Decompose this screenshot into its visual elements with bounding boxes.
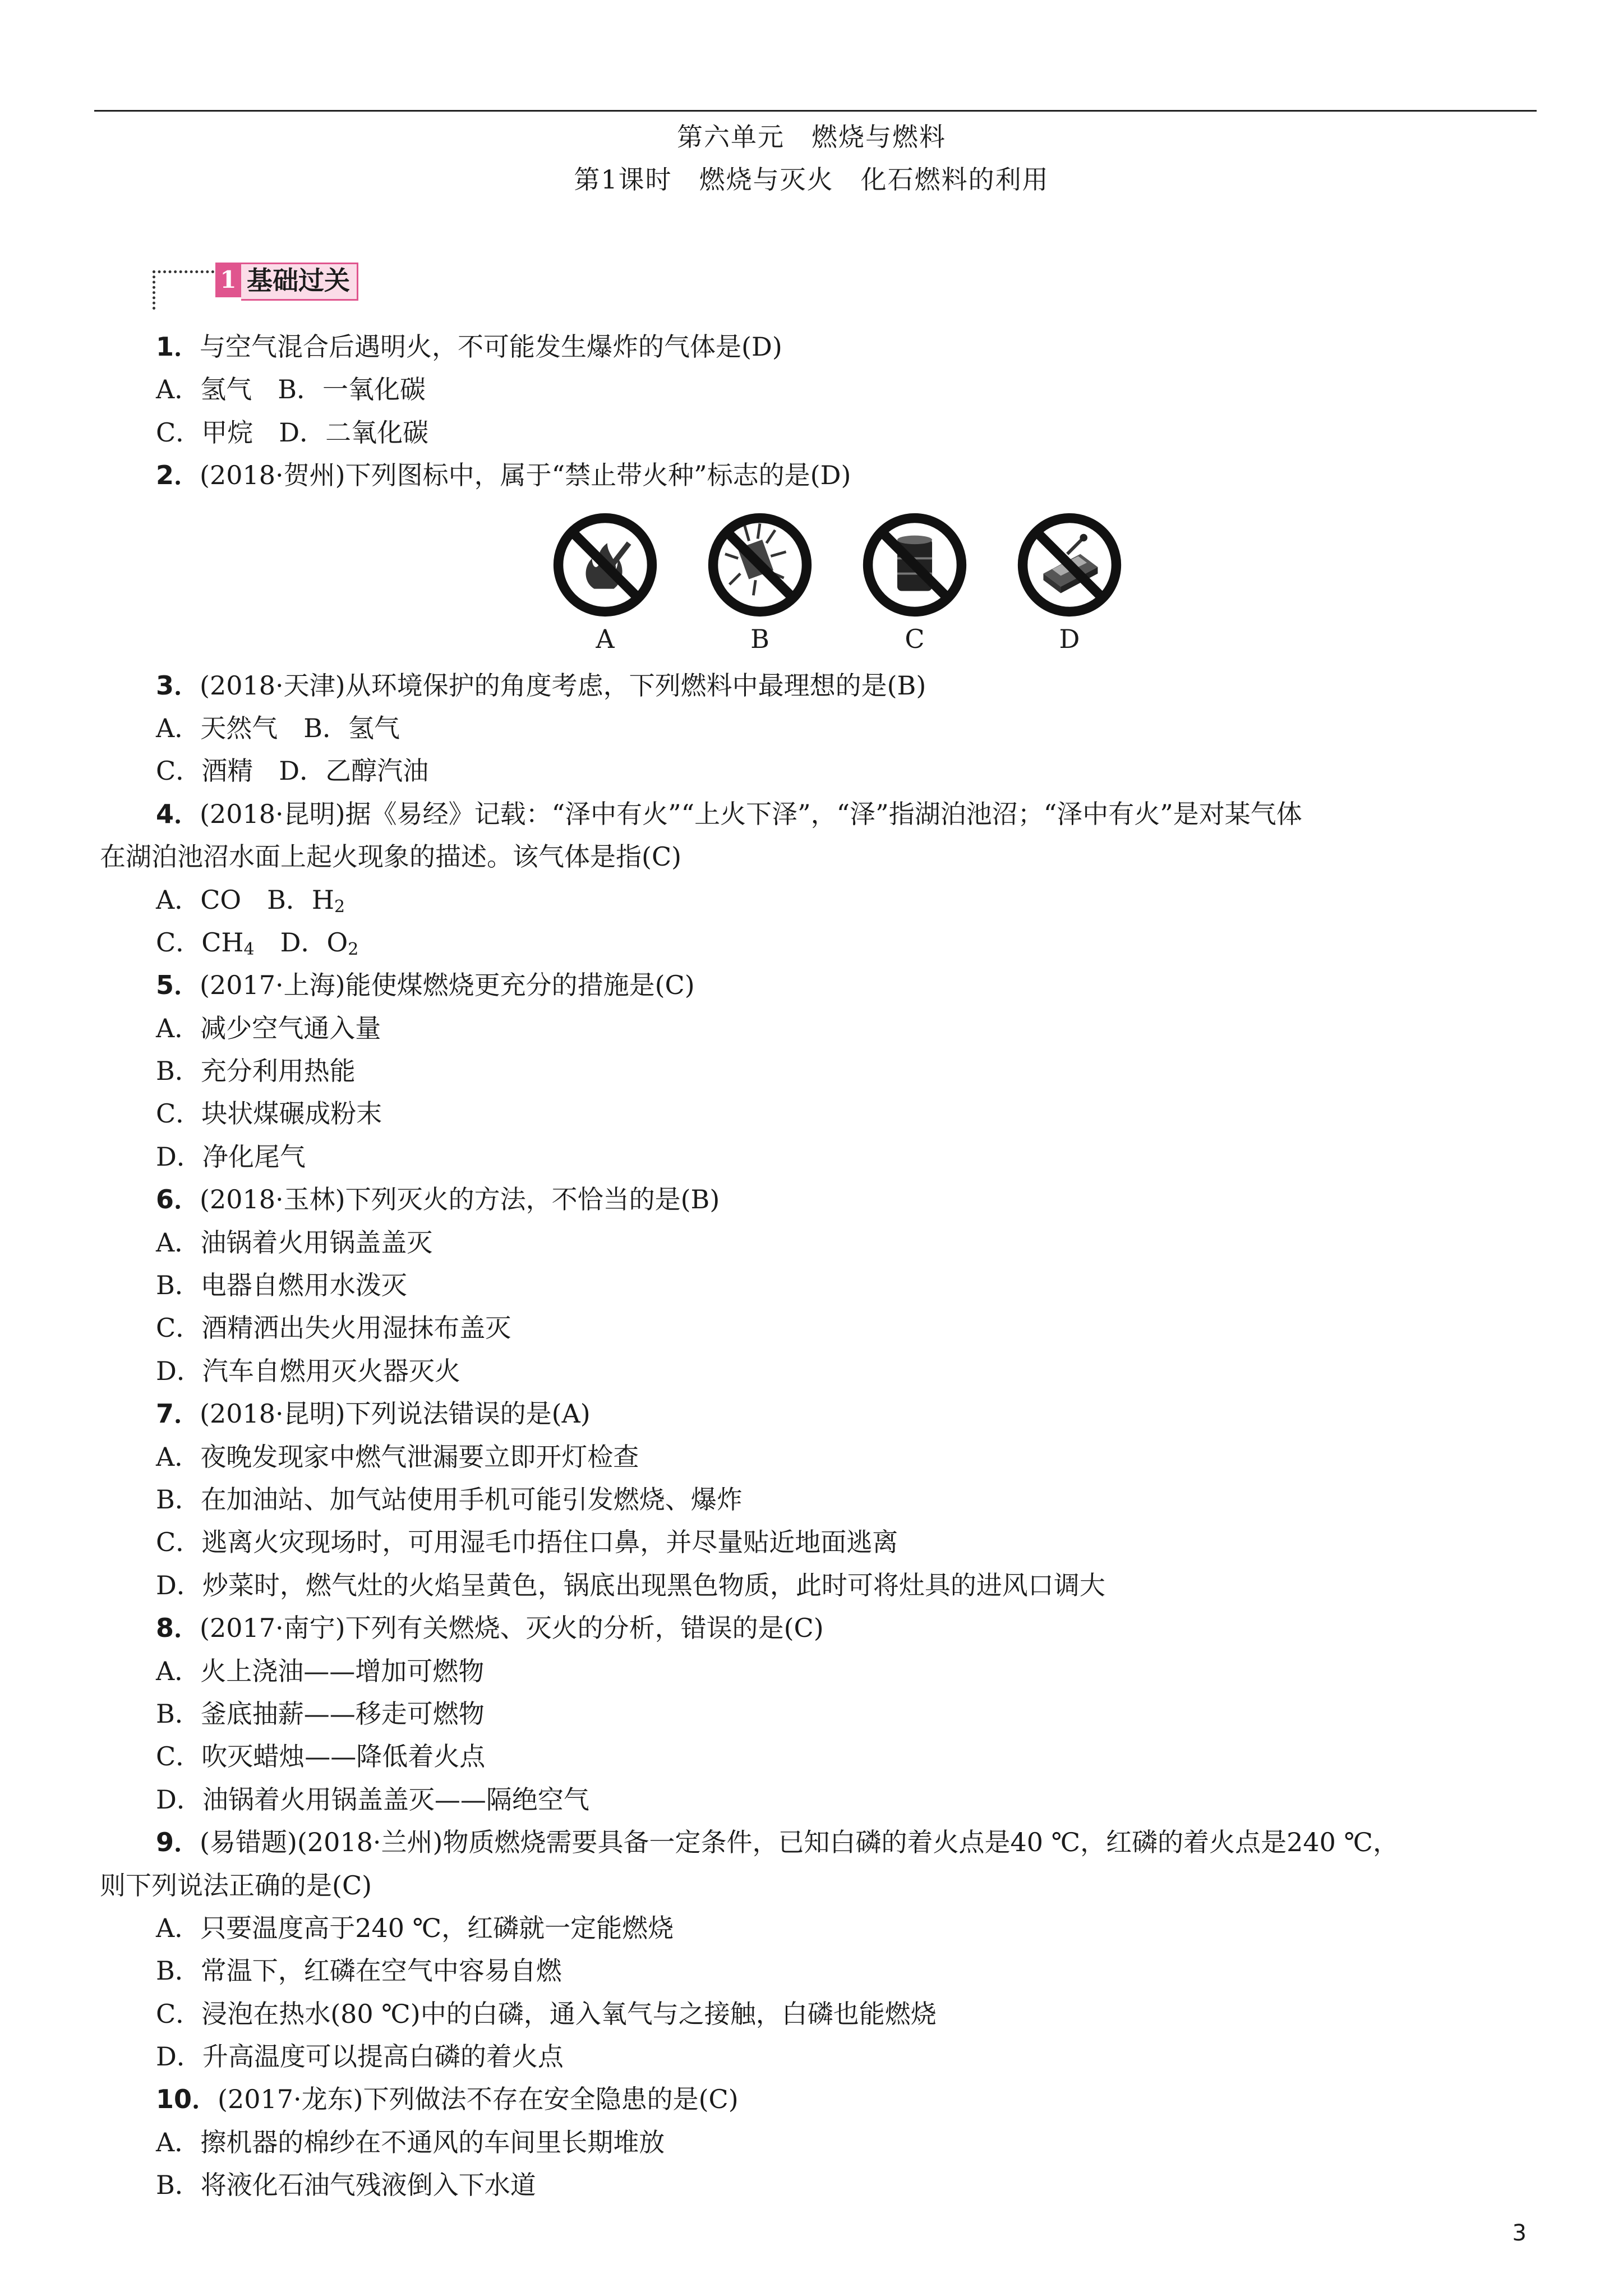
option-a: A．只要温度高于240 ℃，红磷就一定能燃烧 <box>156 1912 674 1943</box>
dotted-line <box>153 270 214 273</box>
option-d: D．炒菜时，燃气灶的火焰呈黄色，锅底出现黑色物质，此时可将灶具的进风口调大 <box>156 1570 1105 1600</box>
option-a: A．油锅着火用锅盖盖灭 <box>156 1227 433 1258</box>
question-number: 1． <box>156 332 200 362</box>
question-stem: (易错题)(2018·兰州)物质燃烧需要具备一定条件，已知白磷的着火点是40 ℃，红磷的着火点是240 ℃， <box>200 1827 1399 1858</box>
question-6 <box>100 1178 1541 1221</box>
question-4-stem-continued: 在湖泊池沼水面上起火现象的描述。该气体是指(C) <box>100 841 682 872</box>
question-number: 5． <box>156 970 200 1001</box>
option-a: A．减少空气通入量 <box>156 1013 381 1043</box>
question-stem: (2017·南宁)下列有关燃烧、灭火的分析，错误的是(C) <box>200 1613 824 1644</box>
top-rule <box>94 110 1537 112</box>
option-b: B．充分利用热能 <box>156 1056 356 1087</box>
question-1-options-cd: C．甲烷 D．二氧化碳 <box>156 417 429 448</box>
question-3-options-ab: A．天然气 B．氢气 <box>156 712 400 743</box>
question-9 <box>100 1821 1541 1864</box>
sign-images <box>100 510 1541 611</box>
option-a: A．火上浇油——增加可燃物 <box>156 1655 485 1686</box>
question-number: 6． <box>156 1184 200 1215</box>
option-b: B．将液化石油气残液倒入下水道 <box>156 2170 536 2201</box>
question-number: 9． <box>156 1827 200 1858</box>
question-stem: (2017·上海)能使煤燃烧更充分的措施是(C) <box>200 970 695 1001</box>
question-4-options-ab: A．CO B．$H_2$ <box>156 884 345 917</box>
question-number: 2． <box>156 460 200 491</box>
option-d: D．升高温度可以提高白磷的着火点 <box>156 2041 564 2072</box>
question-list <box>100 325 1541 2207</box>
question-stem: (2018·昆明)下列说法错误的是(A) <box>200 1398 591 1429</box>
question-stem: 与空气混合后遇明火，不可能发生爆炸的气体是(D) <box>200 332 782 362</box>
option-d: D．汽车自燃用灭火器灭火 <box>156 1355 460 1386</box>
question-1 <box>100 325 1541 368</box>
section-number: 1 <box>215 263 241 297</box>
no-oil-barrel-sign-icon <box>860 510 969 619</box>
page-number: 3 <box>1512 2220 1527 2246</box>
sign-labels <box>100 624 1541 664</box>
question-stem: (2018·昆明)据《易经》记载：“泽中有火”“上火下泽”，“泽”指湖泊池沼；“泽中有火”是对某气体 <box>200 798 1302 829</box>
question-number: 10． <box>156 2084 218 2115</box>
question-9-stem-continued: 则下列说法正确的是(C) <box>100 1870 372 1901</box>
question-number: 4． <box>156 798 200 829</box>
question-7 <box>100 1392 1541 1435</box>
option-b: B．电器自燃用水泼灭 <box>156 1270 407 1301</box>
option-b: B．在加油站、加气站使用手机可能引发燃烧、爆炸 <box>156 1484 743 1515</box>
question-number: 3． <box>156 670 200 701</box>
dotted-bracket <box>153 270 155 310</box>
option-a: A．夜晚发现家中燃气泄漏要立即开灯检查 <box>156 1441 639 1472</box>
question-stem: (2017·龙东)下列做法不存在安全隐患的是(C) <box>218 2084 739 2115</box>
question-8 <box>100 1607 1541 1649</box>
question-number: 8． <box>156 1613 200 1644</box>
sign-label-d: D <box>1059 623 1080 654</box>
no-open-flame-sign-icon <box>551 510 660 619</box>
lesson-title: 第1课时 燃烧与灭火 化石燃料的利用 <box>574 164 1049 195</box>
unit-title: 第六单元 燃烧与燃料 <box>677 122 946 152</box>
sign-label-a: A <box>596 623 615 654</box>
option-c: C．浸泡在热水(80 ℃)中的白磷，通入氧气与之接触，白磷也能燃烧 <box>156 1998 937 2029</box>
sign-label-b: B <box>750 623 769 654</box>
option-b: B．釜底抽薪——移走可燃物 <box>156 1698 485 1729</box>
option-b: B．常温下，红磷在空气中容易自燃 <box>156 1955 562 1986</box>
question-10 <box>100 2078 1541 2120</box>
question-stem: (2018·贺州)下列图标中，属于“禁止带火种”标志的是(D) <box>200 460 851 491</box>
option-d: D．净化尾气 <box>156 1141 306 1172</box>
question-2 <box>100 454 1541 496</box>
question-3 <box>100 664 1541 707</box>
no-matches-sign-icon <box>1015 510 1124 619</box>
option-a: A．擦机器的棉纱在不通风的车间里长期堆放 <box>156 2127 665 2157</box>
no-fireworks-sign-icon <box>706 510 814 619</box>
option-c: C．吹灭蜡烛——降低着火点 <box>156 1741 486 1772</box>
question-number: 7． <box>156 1398 200 1429</box>
option-c: C．块状煤碾成粉末 <box>156 1098 382 1129</box>
sign-label-c: C <box>905 623 925 654</box>
question-4-options-cd: C．$CH_4$ D．$O_2$ <box>156 927 359 959</box>
option-d: D．油锅着火用锅盖盖灭——隔绝空气 <box>156 1784 589 1815</box>
option-c: C．酒精洒出失火用湿抹布盖灭 <box>156 1313 511 1343</box>
question-1-options-ab: A．氢气 B．一氧化碳 <box>156 374 426 405</box>
question-4 <box>100 793 1541 835</box>
question-5 <box>100 964 1541 1006</box>
question-stem: (2018·玉林)下列灭火的方法，不恰当的是(B) <box>200 1184 720 1215</box>
option-c: C．逃离火灾现场时，可用湿毛巾捂住口鼻，并尽量贴近地面逃离 <box>156 1527 898 1558</box>
section-label: 基础过关 <box>241 263 358 301</box>
question-stem: (2018·天津)从环境保护的角度考虑，下列燃料中最理想的是(B) <box>200 670 926 701</box>
question-3-options-cd: C．酒精 D．乙醇汽油 <box>156 756 429 786</box>
